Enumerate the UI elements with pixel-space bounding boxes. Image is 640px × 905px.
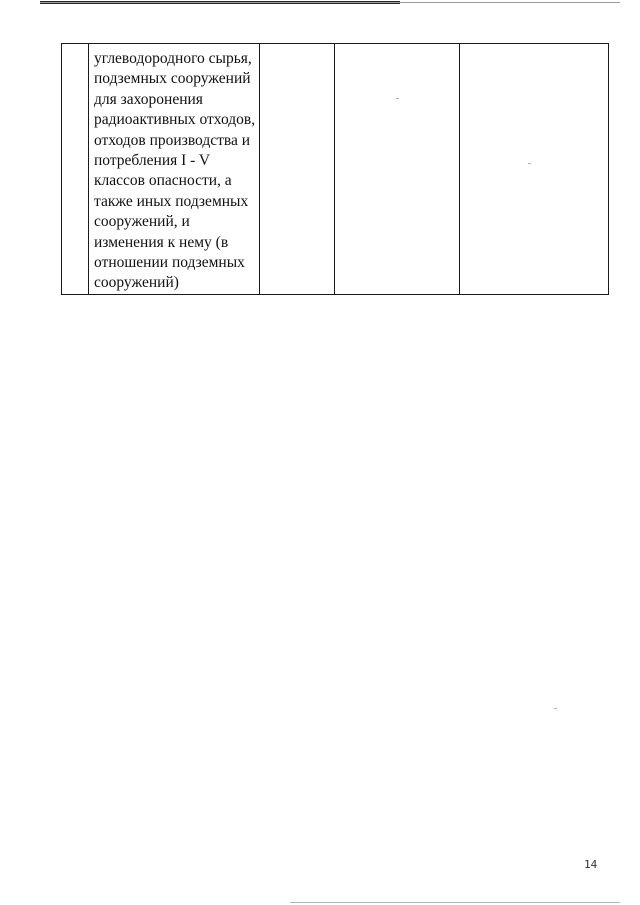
name-line: для захоронения	[94, 90, 203, 108]
name-line: также иных подземных	[94, 192, 249, 210]
document-table	[61, 43, 609, 295]
name-line: отношении подземных	[94, 254, 245, 272]
table-row	[62, 44, 609, 295]
name-line: радиоактивных отходов,	[94, 111, 256, 129]
row-name-text	[89, 44, 259, 294]
name-line: сооружений, и	[94, 213, 190, 231]
cell-col3	[260, 44, 335, 295]
cell-number	[62, 44, 89, 295]
name-line: сооружений)	[94, 274, 179, 292]
name-line: классов опасности, а	[94, 172, 232, 190]
name-line: изменения к нему (в	[94, 233, 229, 251]
cell-col4	[335, 44, 460, 295]
cell-col5	[460, 44, 609, 295]
col4-text	[335, 44, 459, 49]
name-line: подземных сооружений	[94, 70, 251, 88]
scan-speck	[396, 98, 399, 99]
name-line: потребления I - V	[94, 152, 211, 170]
row-number	[62, 44, 88, 49]
scan-speck	[554, 708, 557, 709]
cell-name	[89, 44, 260, 295]
scan-border-bottom	[290, 902, 620, 903]
scan-border-top-thin	[40, 2, 620, 3]
name-line: отходов производства и	[94, 131, 251, 149]
name-line: углеводородного сырья,	[94, 50, 252, 67]
col3-text	[260, 44, 334, 49]
col5-text	[460, 44, 608, 49]
scan-speck	[528, 163, 531, 164]
page-number: 14	[584, 858, 598, 871]
